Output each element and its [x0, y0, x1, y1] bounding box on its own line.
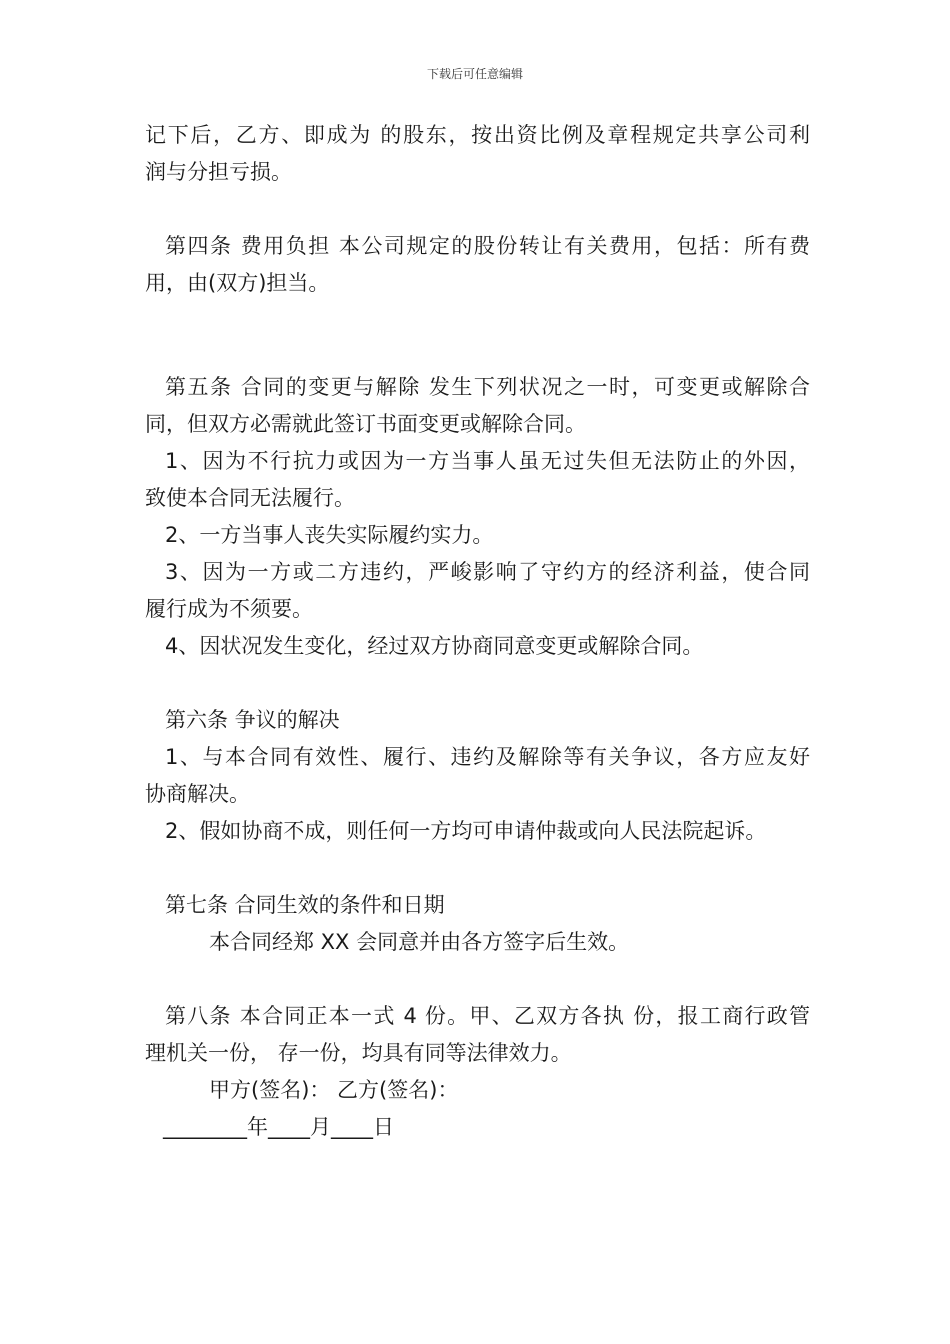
paragraph-gap — [145, 339, 810, 369]
article5-item2: 2、一方当事人丧失实际履约实力。 — [165, 523, 494, 547]
article5-item3-line1: 3、因为一方或二方违约，严峻影响了守约方的经济利益，使合同 — [165, 560, 810, 584]
article5-line2: 同，但双方必需就此签订书面变更或解除合同。 — [145, 412, 586, 436]
paragraph-gap — [145, 961, 810, 998]
article3-tail-line2: 润与分担亏损。 — [145, 160, 292, 184]
paragraph-gap — [145, 850, 810, 887]
signature-parties: 甲方(签名)： 乙方(签名)： — [209, 1078, 459, 1102]
article7-title: 第七条 合同生效的条件和日期 — [165, 893, 445, 917]
article5-item1-line2: 致使本合同无法履行。 — [145, 486, 355, 510]
article7-body: 本合同经郑 XX 会同意并由各方签字后生效。 — [209, 930, 630, 954]
article5-item4: 4、因状况发生变化，经过双方协商同意变更或解除合同。 — [165, 634, 704, 658]
article6-item2: 2、假如协商不成，则任何一方均可申请仲裁或向人民法院起诉。 — [165, 819, 767, 843]
paragraph-gap — [145, 191, 810, 228]
article6-title: 第六条 争议的解决 — [165, 708, 340, 732]
article8-line2: 理机关一份， 存一份，均具有同等法律效力。 — [145, 1041, 572, 1065]
article6-item1-line2: 协商解决。 — [145, 782, 250, 806]
signature-date: ________年____月____日 — [163, 1115, 394, 1139]
article4-line1: 第四条 费用负担 本公司规定的股份转让有关费用，包括：所有费 — [165, 234, 810, 258]
paragraph-gap — [145, 665, 810, 702]
article5-line1: 第五条 合同的变更与解除 发生下列状况之一时，可变更或解除合 — [165, 375, 810, 399]
article5-item3-line2: 履行成为不须要。 — [145, 597, 313, 621]
article8-line1: 第八条 本合同正本一式 4 份。甲、乙双方各执 份，报工商行政管 — [165, 1004, 810, 1028]
page-header: 下载后可任意编辑 — [426, 67, 523, 81]
article4-line2: 用，由(双方)担当。 — [145, 271, 330, 295]
document-body — [145, 117, 810, 1146]
paragraph-gap — [145, 302, 810, 339]
article3-tail-line1: 记下后，乙方、即成为 的股东，按出资比例及章程规定共享公司利 — [145, 123, 810, 147]
article6-item1-line1: 1、与本合同有效性、履行、违约及解除等有关争议，各方应友好 — [165, 745, 810, 769]
article5-item1-line1: 1、因为不行抗力或因为一方当事人虽无过失但无法防止的外因， — [165, 449, 810, 473]
